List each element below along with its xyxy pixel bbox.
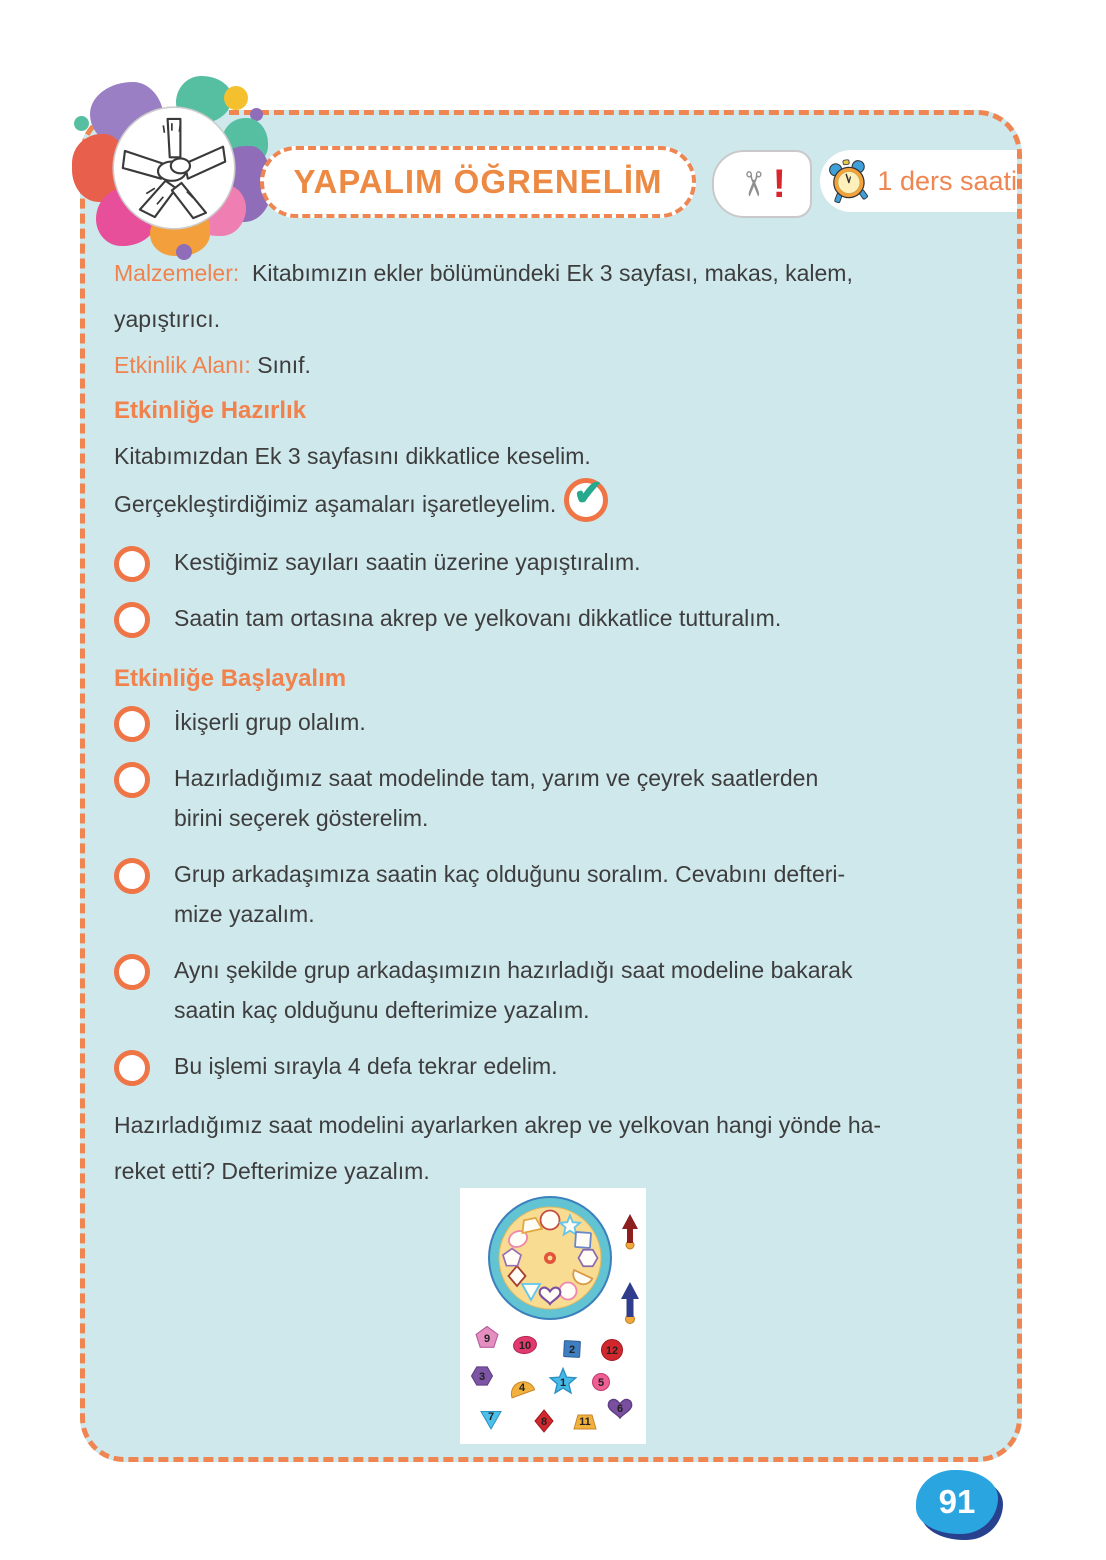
materials-line-1: Malzemeler: Kitabımızın ekler bölümündeki Ek 3 sayfası, makas, kalem, [114, 260, 853, 286]
piece-number-11: 11 [579, 1416, 591, 1428]
activity-item-text: Aynı şekilde grup arkadaşımızın hazırladığı saat modeline bakarak [174, 957, 853, 983]
activity-item [114, 702, 1016, 742]
activity-area-line: Etkinlik Alanı: Sınıf. [114, 352, 311, 378]
activity-item-text: Grup arkadaşımıza saatin kaç olduğunu soralım. Cevabını defteri- [174, 861, 846, 887]
check-icon [564, 478, 608, 522]
question-line-1: Hazırladığımız saat modelini ayarlarken akrep ve yelkovan hangi yönde ha- [114, 1112, 882, 1138]
activity-item-text: birini seçerek gösterelim. [174, 805, 429, 831]
minute-hand-piece [621, 1282, 639, 1324]
preparation-heading: Etkinliğe Hazırlık [114, 397, 307, 424]
clock-craft-figure [460, 1188, 646, 1444]
alarm-clock-icon [826, 154, 871, 208]
lesson-duration-badge [820, 150, 1017, 212]
checkbox-circle-icon [114, 602, 150, 638]
exclamation-icon: ! [772, 162, 786, 206]
activity-item-text: Hazırladığımız saat modelinde tam, yarım ve çeyrek saatlerden [174, 765, 819, 791]
slot-circle-5 [560, 1283, 577, 1300]
scissors-warning-sticker [712, 150, 812, 218]
activity-item [114, 950, 1016, 1030]
activity-area-label: Etkinlik Alanı: [114, 352, 251, 378]
scissors-icon: ✂ [733, 169, 772, 199]
teamwork-splash-illustration [72, 76, 278, 266]
piece-number-1: 1 [559, 1377, 567, 1389]
activity-content [114, 250, 1016, 1194]
activity-heading: Etkinliğe Başlayalım [114, 665, 347, 692]
activity-item-text: saatin kaç olduğunu defterimize yazalım. [174, 997, 590, 1023]
checkbox-circle-icon [114, 858, 150, 894]
slot-square-2 [575, 1232, 591, 1248]
prep-item [114, 598, 1016, 638]
activity-item-text: mize yazalım. [174, 901, 315, 927]
clock-center-hole [548, 1256, 553, 1261]
slot-circle-12 [541, 1211, 560, 1230]
page-number-badge [916, 1470, 998, 1534]
piece-number-2: 2 [568, 1344, 576, 1356]
numbered-pieces [472, 1327, 632, 1433]
section-title-banner [260, 146, 696, 218]
piece-number-3: 3 [478, 1371, 486, 1383]
piece-number-10: 10 [518, 1340, 532, 1352]
checkbox-circle-icon [114, 546, 150, 582]
prep-item [114, 542, 1016, 582]
piece-number-12: 12 [605, 1345, 619, 1357]
materials-line-2: yapıştırıcı. [114, 306, 221, 332]
question-paragraph [114, 1102, 1016, 1194]
materials-label: Malzemeler: [114, 260, 240, 286]
piece-number-8: 8 [540, 1416, 548, 1428]
slot-hexagon-3 [579, 1250, 598, 1267]
activity-item [114, 1046, 1016, 1086]
hour-hand-piece [622, 1214, 638, 1249]
activity-item [114, 758, 1016, 838]
clock-craft-svg [460, 1188, 646, 1444]
intro-line-1: Kitabımızdan Ek 3 sayfasını dikkatlice keselim. [114, 443, 591, 469]
intro-line-2: Gerçekleştirdiğimiz aşamaları işaretleyelim.✔ [114, 478, 1016, 526]
piece-number-6: 6 [616, 1403, 624, 1415]
stacked-hands-drawing [110, 104, 238, 232]
page-number: 91 [938, 1483, 976, 1520]
checkbox-circle-icon [114, 762, 150, 798]
piece-number-7: 7 [487, 1411, 495, 1423]
page-title: YAPALIM ÖĞRENELİM [293, 163, 663, 200]
activity-item-text: Bu işlemi sırayla 4 defa tekrar edelim. [174, 1053, 558, 1079]
preparation-intro [114, 434, 1016, 526]
piece-number-4: 4 [518, 1382, 526, 1394]
activity-item [114, 854, 1016, 934]
question-line-2: reket etti? Defterimize yazalım. [114, 1158, 430, 1184]
prep-item-text: Kestiğimiz sayıları saatin üzerine yapıştıralım. [174, 549, 641, 575]
checkbox-circle-icon [114, 954, 150, 990]
piece-number-9: 9 [483, 1333, 491, 1345]
duration-label: 1 ders saati [877, 165, 1017, 196]
piece-number-5: 5 [597, 1377, 605, 1389]
checkbox-circle-icon [114, 706, 150, 742]
prep-item-text: Saatin tam ortasına akrep ve yelkovanı dikkatlice tutturalım. [174, 605, 782, 631]
activity-item-text: İkişerli grup olalım. [174, 709, 366, 735]
checkbox-circle-icon [114, 1050, 150, 1086]
splash-blob [74, 116, 89, 131]
